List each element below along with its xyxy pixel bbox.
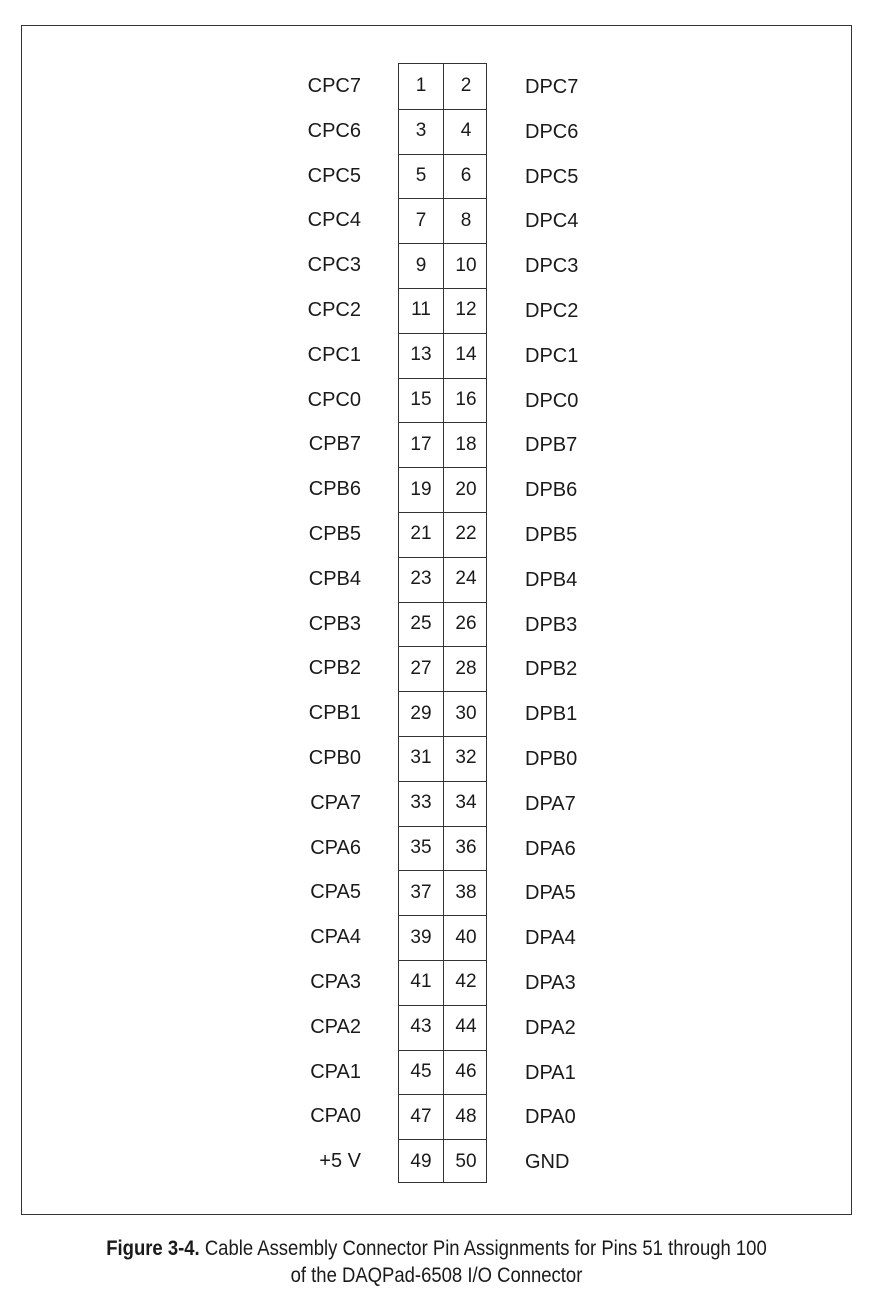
right-signal-label: DPC5 bbox=[525, 165, 579, 188]
pin-number-even: 36 bbox=[455, 836, 477, 858]
right-signal-label: DPA6 bbox=[525, 837, 576, 860]
left-signal-label: CPC2 bbox=[307, 299, 361, 321]
left-signal-label: CPA1 bbox=[310, 1060, 361, 1083]
pin-number-even: 6 bbox=[460, 164, 472, 186]
pin-row bbox=[399, 602, 486, 647]
pin-number-odd: 19 bbox=[410, 478, 432, 500]
right-signal-label: DPB5 bbox=[525, 524, 578, 546]
left-signal-label: CPB6 bbox=[308, 478, 361, 501]
left-signal-label: CPA3 bbox=[310, 971, 361, 993]
right-signal-label: DPA7 bbox=[525, 792, 576, 815]
pin-number-even: 16 bbox=[455, 388, 477, 410]
pin-number-even: 38 bbox=[455, 881, 477, 903]
pin-number-odd: 31 bbox=[410, 747, 432, 769]
pin-number-odd: 35 bbox=[410, 836, 432, 858]
figure-number: Figure 3-4. bbox=[106, 1237, 200, 1260]
left-signal-label: CPA5 bbox=[310, 881, 361, 904]
pin-row bbox=[399, 1005, 486, 1050]
pin-number-even: 12 bbox=[455, 299, 477, 321]
pin-number-even: 32 bbox=[455, 747, 477, 769]
pin-row bbox=[399, 154, 486, 199]
pin-row bbox=[399, 467, 486, 512]
pin-number-even: 4 bbox=[460, 120, 472, 142]
pin-row bbox=[399, 870, 486, 915]
left-signal-label: CPB7 bbox=[308, 433, 361, 456]
pin-number-even: 40 bbox=[455, 926, 477, 948]
figure-caption bbox=[52, 1235, 820, 1289]
right-signal-label: DPB6 bbox=[525, 479, 578, 502]
right-signal-label: DPA3 bbox=[525, 972, 576, 994]
pin-number-even: 18 bbox=[455, 433, 477, 455]
pin-number-even: 28 bbox=[455, 657, 477, 679]
pin-number-odd: 9 bbox=[415, 254, 427, 276]
pin-number-even: 10 bbox=[455, 254, 477, 276]
pin-number-odd: 25 bbox=[410, 612, 432, 634]
pin-number-even: 2 bbox=[460, 75, 472, 97]
pin-number-odd: 39 bbox=[410, 926, 432, 948]
pin-number-even: 20 bbox=[455, 478, 477, 500]
left-signal-label: CPC7 bbox=[307, 75, 361, 97]
pin-row bbox=[399, 243, 486, 288]
pin-number-even: 30 bbox=[455, 702, 477, 724]
right-signal-label: DPB7 bbox=[525, 434, 578, 457]
pin-row bbox=[399, 198, 486, 243]
pin-number-even: 24 bbox=[455, 568, 477, 590]
left-signal-label: +5 V bbox=[319, 1150, 361, 1173]
pin-number-even: 26 bbox=[455, 612, 477, 634]
pin-row bbox=[399, 915, 486, 960]
right-signal-label: DPB1 bbox=[525, 703, 578, 726]
left-signal-label: CPC4 bbox=[307, 209, 361, 232]
right-signal-label: DPA4 bbox=[525, 927, 576, 950]
pin-row bbox=[399, 64, 486, 109]
pin-number-odd: 1 bbox=[415, 75, 427, 97]
left-signal-label: CPA4 bbox=[310, 926, 361, 949]
pin-number-odd: 11 bbox=[411, 299, 431, 321]
pin-row bbox=[399, 826, 486, 871]
pin-number-even: 42 bbox=[455, 971, 477, 993]
right-signal-label: DPA0 bbox=[525, 1106, 576, 1129]
pin-number-even: 46 bbox=[455, 1060, 477, 1082]
pin-number-odd: 29 bbox=[410, 702, 432, 724]
pin-row bbox=[399, 1094, 486, 1139]
pin-number-odd: 3 bbox=[415, 120, 427, 142]
left-signal-label: CPA2 bbox=[310, 1015, 361, 1038]
pin-number-odd: 15 bbox=[410, 388, 432, 410]
pin-row bbox=[399, 333, 486, 378]
left-signal-label: CPA7 bbox=[310, 791, 361, 814]
pin-number-odd: 45 bbox=[410, 1060, 432, 1082]
left-signal-label: CPA6 bbox=[310, 836, 361, 859]
pin-row bbox=[399, 378, 486, 423]
left-signal-label: CPB4 bbox=[308, 567, 361, 590]
connector-pin-block bbox=[398, 63, 487, 1183]
right-signal-label: DPC2 bbox=[525, 300, 579, 322]
pin-row bbox=[399, 109, 486, 154]
pin-number-odd: 23 bbox=[410, 568, 432, 590]
caption-line-1 bbox=[52, 1235, 820, 1262]
pin-number-even: 8 bbox=[460, 209, 472, 231]
pin-number-odd: 33 bbox=[410, 792, 432, 814]
left-signal-label: CPB1 bbox=[308, 702, 361, 725]
right-signal-label: DPB4 bbox=[525, 568, 578, 591]
pin-number-even: 34 bbox=[455, 792, 477, 814]
pin-number-odd: 13 bbox=[410, 344, 432, 366]
pin-row bbox=[399, 1050, 486, 1095]
pin-row bbox=[399, 960, 486, 1005]
pin-row bbox=[399, 422, 486, 467]
pin-row bbox=[399, 781, 486, 826]
left-signal-label: CPB5 bbox=[308, 523, 361, 545]
left-signal-label: CPA0 bbox=[310, 1105, 361, 1128]
pin-row bbox=[399, 288, 486, 333]
pin-row bbox=[399, 736, 486, 781]
right-signal-label: DPB3 bbox=[525, 613, 578, 636]
pin-row bbox=[399, 646, 486, 691]
right-signal-label: DPC1 bbox=[525, 344, 579, 367]
right-signal-label: DPB0 bbox=[525, 748, 578, 770]
pin-number-odd: 21 bbox=[410, 523, 432, 545]
pin-number-odd: 43 bbox=[410, 1016, 432, 1038]
pin-number-odd: 27 bbox=[410, 657, 432, 679]
right-signal-label: GND bbox=[525, 1151, 570, 1174]
pin-row bbox=[399, 691, 486, 736]
left-signal-label: CPC3 bbox=[307, 254, 361, 277]
pin-row bbox=[399, 557, 486, 602]
pin-number-odd: 47 bbox=[410, 1105, 432, 1127]
pin-number-odd: 41 bbox=[410, 971, 432, 993]
pin-number-even: 22 bbox=[455, 523, 477, 545]
right-signal-label: DPA5 bbox=[525, 882, 576, 905]
pin-number-odd: 17 bbox=[410, 433, 432, 455]
left-signal-label: CPB2 bbox=[308, 657, 361, 680]
right-signal-label: DPC0 bbox=[525, 389, 579, 412]
right-signal-label: DPC7 bbox=[525, 76, 579, 98]
pin-number-even: 44 bbox=[455, 1016, 477, 1038]
pin-number-even: 14 bbox=[455, 344, 477, 366]
pin-row bbox=[399, 512, 486, 557]
right-signal-label: DPA2 bbox=[525, 1016, 576, 1039]
pin-number-odd: 5 bbox=[415, 164, 427, 186]
caption-line-2: of the DAQPad-6508 I/O Connector bbox=[290, 1264, 583, 1287]
right-signal-label: DPC6 bbox=[525, 120, 579, 143]
caption-text-1: Cable Assembly Connector Pin Assignments for Pins 51 through 100 bbox=[204, 1237, 767, 1260]
left-signal-label: CPB3 bbox=[308, 612, 361, 635]
pin-number-even: 50 bbox=[455, 1150, 477, 1172]
left-signal-label: CPC1 bbox=[307, 343, 361, 366]
pin-number-odd: 49 bbox=[410, 1150, 432, 1172]
pin-number-even: 48 bbox=[455, 1105, 477, 1127]
left-signal-label: CPC0 bbox=[307, 388, 361, 411]
left-signal-label: CPC5 bbox=[307, 164, 361, 187]
pin-row bbox=[399, 1139, 486, 1184]
pin-number-odd: 7 bbox=[415, 209, 427, 231]
right-signal-label: DPC3 bbox=[525, 255, 579, 278]
right-signal-label: DPC4 bbox=[525, 210, 579, 233]
left-signal-label: CPB0 bbox=[308, 747, 361, 769]
left-signal-label: CPC6 bbox=[307, 119, 361, 142]
right-signal-label: DPA1 bbox=[525, 1061, 576, 1084]
pin-number-odd: 37 bbox=[410, 881, 432, 903]
right-signal-label: DPB2 bbox=[525, 658, 578, 681]
